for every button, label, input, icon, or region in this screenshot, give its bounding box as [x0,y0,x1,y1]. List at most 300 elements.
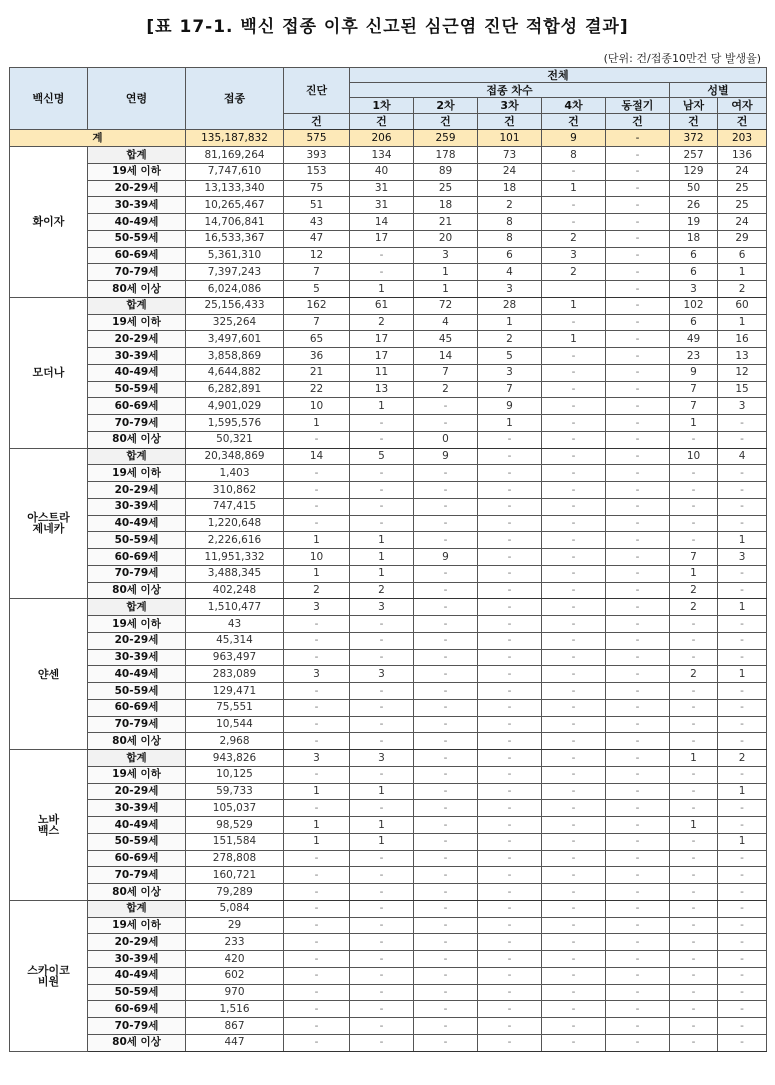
cell-diagnosis: 65 [284,331,350,348]
cell-diagnosis: 51 [284,197,350,214]
cell-female: 136 [718,147,767,164]
cell-male: - [670,833,718,850]
cell-dose4: 1 [542,331,606,348]
header-unit-cell: 건 [478,114,542,130]
cell-diagnosis: 10 [284,549,350,566]
cell-winter: - [606,833,670,850]
cell-diagnosis: - [284,683,350,700]
cell-dose1: - [350,616,414,633]
cell-male: - [670,1001,718,1018]
cell-female: - [718,917,767,934]
table-row [10,1001,767,1018]
cell-dose3: - [478,532,542,549]
cell-winter: - [606,900,670,917]
cell-age: 30-39세 [88,951,186,968]
table-header [10,68,767,130]
cell-male: - [670,917,718,934]
cell-dose2: - [414,967,478,984]
cell-diagnosis: 5 [284,281,350,298]
cell-dose3: - [478,666,542,683]
cell-vaccinations: 14,706,841 [186,214,284,231]
cell-winter: - [606,1034,670,1051]
cell-dose4 [542,281,606,298]
vaccine-name-cell: 모더나 [10,297,88,448]
cell-dose3: 2 [478,197,542,214]
cell-female: 16 [718,331,767,348]
cell-female: 6 [718,247,767,264]
cell-age: 40-49세 [88,817,186,834]
cell-dose4: - [542,984,606,1001]
cell-dose3: 28 [478,297,542,314]
cell-female: 13 [718,348,767,365]
header-unit-cell: 건 [542,114,606,130]
cell-age: 80세 이상 [88,582,186,599]
cell-age: 20-29세 [88,482,186,499]
cell-dose2: 3 [414,247,478,264]
cell-male: - [670,482,718,499]
cell-female: - [718,1001,767,1018]
table-row [10,582,767,599]
cell-dose3: - [478,867,542,884]
cell-male: 1 [670,415,718,432]
table-row [10,264,767,281]
cell-dose3: - [478,431,542,448]
cell-dose1: 1 [350,549,414,566]
cell-diagnosis: 1 [284,817,350,834]
cell-dose4: - [542,532,606,549]
cell-diagnosis: - [284,917,350,934]
cell-diagnosis: - [284,1001,350,1018]
cell-dose2: 7 [414,364,478,381]
myocarditis-table [9,67,767,1052]
cell-dose3: - [478,632,542,649]
cell-age: 50-59세 [88,833,186,850]
cell-winter: - [606,783,670,800]
cell-dose4: - [542,415,606,432]
cell-vaccinations: 79,289 [186,884,284,901]
cell-winter: - [606,984,670,1001]
cell-age: 40-49세 [88,666,186,683]
cell-winter: - [606,951,670,968]
table-row [10,666,767,683]
cell-winter: - [606,750,670,767]
cell-dose2: 1 [414,264,478,281]
table-row [10,565,767,582]
cell-winter: - [606,632,670,649]
cell-male: 2 [670,666,718,683]
table-row [10,884,767,901]
cell-dose2: - [414,951,478,968]
cell-diagnosis: 10 [284,398,350,415]
cell-vaccinations: 5,361,310 [186,247,284,264]
cell-vaccinations: 233 [186,934,284,951]
cell-dose1: - [350,917,414,934]
grand-total-diagnosis: 575 [284,130,350,147]
cell-winter: - [606,197,670,214]
cell-dose3: 7 [478,381,542,398]
cell-dose3: - [478,817,542,834]
cell-vaccinations: 81,169,264 [186,147,284,164]
cell-female: - [718,482,767,499]
table-row [10,632,767,649]
cell-dose3: - [478,800,542,817]
cell-dose4: - [542,1018,606,1035]
cell-female: - [718,850,767,867]
cell-age: 합계 [88,599,186,616]
cell-dose2: - [414,616,478,633]
table-row [10,766,767,783]
cell-male: 7 [670,398,718,415]
table-row [10,616,767,633]
cell-female: - [718,616,767,633]
cell-dose1: - [350,800,414,817]
table-row [10,683,767,700]
cell-dose1: - [350,934,414,951]
cell-dose3: - [478,616,542,633]
cell-male: 9 [670,364,718,381]
cell-diagnosis: - [284,951,350,968]
cell-male: 49 [670,331,718,348]
cell-dose3: - [478,683,542,700]
cell-winter: - [606,415,670,432]
cell-male: 3 [670,281,718,298]
cell-age: 80세 이상 [88,1034,186,1051]
cell-winter: - [606,800,670,817]
cell-dose2: - [414,733,478,750]
cell-dose4: - [542,766,606,783]
cell-dose2: 14 [414,348,478,365]
cell-winter: - [606,967,670,984]
cell-dose2: - [414,632,478,649]
cell-female: 1 [718,833,767,850]
cell-vaccinations: 50,321 [186,431,284,448]
cell-diagnosis: - [284,900,350,917]
cell-male: - [670,733,718,750]
table-row [10,833,767,850]
cell-dose4: - [542,314,606,331]
cell-dose1: - [350,482,414,499]
cell-male: 6 [670,264,718,281]
cell-winter: - [606,180,670,197]
cell-diagnosis: 2 [284,582,350,599]
grand-total-dose3: 101 [478,130,542,147]
cell-vaccinations: 3,858,869 [186,348,284,365]
cell-age: 70-79세 [88,415,186,432]
cell-dose3: - [478,515,542,532]
cell-winter: - [606,482,670,499]
cell-male: 6 [670,247,718,264]
cell-female: 2 [718,281,767,298]
cell-dose3: 6 [478,247,542,264]
cell-age: 60-69세 [88,247,186,264]
cell-diagnosis: 162 [284,297,350,314]
table-row [10,314,767,331]
cell-male: - [670,465,718,482]
cell-dose2: 45 [414,331,478,348]
cell-vaccinations: 6,282,891 [186,381,284,398]
cell-dose1: - [350,431,414,448]
cell-dose4: - [542,565,606,582]
cell-male: 50 [670,180,718,197]
cell-winter: - [606,817,670,834]
cell-dose4: - [542,967,606,984]
cell-female: - [718,415,767,432]
cell-dose1: - [350,1018,414,1035]
vaccine-name-cell: 얀센 [10,599,88,750]
cell-dose1: - [350,515,414,532]
cell-dose4: 1 [542,180,606,197]
cell-dose4: - [542,163,606,180]
cell-dose4: - [542,599,606,616]
cell-diagnosis: - [284,616,350,633]
cell-diagnosis: 36 [284,348,350,365]
grand-total-dose1: 206 [350,130,414,147]
cell-vaccinations: 5,084 [186,900,284,917]
cell-dose1: 11 [350,364,414,381]
cell-dose4: - [542,934,606,951]
cell-vaccinations: 1,516 [186,1001,284,1018]
cell-age: 30-39세 [88,800,186,817]
cell-winter: - [606,163,670,180]
cell-dose1: 1 [350,398,414,415]
cell-vaccinations: 25,156,433 [186,297,284,314]
cell-vaccinations: 2,226,616 [186,532,284,549]
cell-age: 70-79세 [88,716,186,733]
cell-winter: - [606,733,670,750]
cell-male: 19 [670,214,718,231]
cell-female: 1 [718,264,767,281]
cell-dose3: - [478,766,542,783]
cell-dose3: - [478,1018,542,1035]
cell-male: 18 [670,230,718,247]
cell-female: - [718,951,767,968]
cell-age: 70-79세 [88,264,186,281]
grand-total-label: 계 [10,130,186,147]
cell-vaccinations: 29 [186,917,284,934]
cell-female: 4 [718,448,767,465]
cell-female: - [718,867,767,884]
cell-dose1: 1 [350,532,414,549]
cell-vaccinations: 59,733 [186,783,284,800]
cell-dose2: - [414,800,478,817]
cell-female: - [718,1034,767,1051]
cell-dose2: - [414,532,478,549]
cell-vaccinations: 283,089 [186,666,284,683]
cell-vaccinations: 325,264 [186,314,284,331]
cell-dose4: - [542,716,606,733]
cell-age: 40-49세 [88,364,186,381]
cell-diagnosis: 7 [284,264,350,281]
cell-age: 19세 이하 [88,766,186,783]
cell-female: 15 [718,381,767,398]
cell-winter: - [606,917,670,934]
cell-dose2: 18 [414,197,478,214]
cell-male: - [670,616,718,633]
header-age: 연령 [88,68,186,130]
cell-age: 19세 이하 [88,616,186,633]
cell-vaccinations: 3,488,345 [186,565,284,582]
cell-dose2: - [414,482,478,499]
header-total: 전체 [350,68,767,83]
cell-diagnosis: - [284,699,350,716]
cell-female: 24 [718,163,767,180]
cell-age: 40-49세 [88,967,186,984]
cell-dose1: - [350,649,414,666]
cell-dose2: - [414,984,478,1001]
cell-dose2: - [414,766,478,783]
cell-age: 80세 이상 [88,884,186,901]
table-row [10,398,767,415]
table-row [10,348,767,365]
header-dose3: 3차 [478,98,542,114]
cell-female: - [718,766,767,783]
cell-vaccinations: 278,808 [186,850,284,867]
cell-winter: - [606,331,670,348]
cell-dose2: 9 [414,549,478,566]
cell-winter: - [606,1001,670,1018]
cell-vaccinations: 3,497,601 [186,331,284,348]
cell-dose3: - [478,1034,542,1051]
cell-dose3: 4 [478,264,542,281]
cell-dose2: 89 [414,163,478,180]
cell-dose2: - [414,833,478,850]
cell-vaccinations: 867 [186,1018,284,1035]
cell-dose4: - [542,616,606,633]
cell-male: 1 [670,750,718,767]
cell-age: 80세 이상 [88,733,186,750]
cell-dose1: 13 [350,381,414,398]
header-sex: 성별 [670,83,767,98]
cell-female: 25 [718,180,767,197]
cell-dose1: 1 [350,833,414,850]
cell-diagnosis: - [284,498,350,515]
cell-dose2: - [414,867,478,884]
cell-female: - [718,632,767,649]
cell-dose3: 8 [478,214,542,231]
cell-dose4: - [542,214,606,231]
cell-diagnosis: 1 [284,532,350,549]
cell-male: - [670,900,718,917]
cell-age: 합계 [88,297,186,314]
cell-age: 80세 이상 [88,431,186,448]
cell-female: 3 [718,398,767,415]
cell-dose4: - [542,515,606,532]
cell-dose1: - [350,867,414,884]
table-row [10,549,767,566]
cell-diagnosis: 3 [284,666,350,683]
cell-age: 19세 이하 [88,314,186,331]
cell-diagnosis: - [284,482,350,499]
cell-dose2: - [414,1018,478,1035]
cell-female: - [718,900,767,917]
cell-female: - [718,498,767,515]
cell-dose1: 17 [350,348,414,365]
cell-male: 257 [670,147,718,164]
cell-dose2: - [414,850,478,867]
cell-diagnosis: - [284,850,350,867]
cell-dose4: - [542,884,606,901]
cell-age: 합계 [88,448,186,465]
cell-dose2: - [414,934,478,951]
table-row [10,984,767,1001]
cell-dose4: - [542,448,606,465]
vaccine-name-cell: 노바 백스 [10,750,88,901]
cell-winter: - [606,281,670,298]
cell-vaccinations: 402,248 [186,582,284,599]
header-dose1: 1차 [350,98,414,114]
cell-dose3: - [478,833,542,850]
cell-dose4: 2 [542,230,606,247]
cell-dose3: 3 [478,364,542,381]
table-row [10,917,767,934]
cell-dose2: - [414,465,478,482]
cell-male: - [670,1018,718,1035]
cell-winter: - [606,699,670,716]
cell-diagnosis: 393 [284,147,350,164]
cell-female: - [718,984,767,1001]
cell-male: 23 [670,348,718,365]
cell-vaccinations: 160,721 [186,867,284,884]
table-row [10,247,767,264]
cell-female: 60 [718,297,767,314]
cell-age: 40-49세 [88,214,186,231]
cell-age: 20-29세 [88,934,186,951]
group-sum-row [10,599,767,616]
cell-male: - [670,699,718,716]
cell-vaccinations: 105,037 [186,800,284,817]
cell-male: 102 [670,297,718,314]
cell-dose3: - [478,884,542,901]
table-row [10,515,767,532]
cell-dose2: - [414,750,478,767]
cell-dose3: - [478,750,542,767]
cell-dose1: 1 [350,783,414,800]
cell-diagnosis: - [284,431,350,448]
cell-diagnosis: - [284,465,350,482]
cell-dose3: - [478,465,542,482]
cell-male: 129 [670,163,718,180]
cell-female: 1 [718,783,767,800]
cell-female: - [718,515,767,532]
cell-age: 20-29세 [88,783,186,800]
table-row [10,482,767,499]
cell-age: 19세 이하 [88,163,186,180]
grand-total-dose4: 9 [542,130,606,147]
cell-dose4: - [542,917,606,934]
cell-dose4: - [542,683,606,700]
cell-winter: - [606,515,670,532]
cell-winter: - [606,565,670,582]
cell-vaccinations: 20,348,869 [186,448,284,465]
cell-dose4: - [542,750,606,767]
cell-dose3: - [478,900,542,917]
cell-dose4: - [542,833,606,850]
cell-age: 30-39세 [88,649,186,666]
cell-dose3: - [478,599,542,616]
cell-dose1: 17 [350,230,414,247]
table-row [10,951,767,968]
cell-dose3: - [478,498,542,515]
cell-male: - [670,683,718,700]
cell-female: 24 [718,214,767,231]
cell-dose1: - [350,1034,414,1051]
cell-female: - [718,683,767,700]
cell-vaccinations: 963,497 [186,649,284,666]
cell-vaccinations: 75,551 [186,699,284,716]
cell-diagnosis: 75 [284,180,350,197]
header-diagnosis: 진단 [284,68,350,114]
cell-diagnosis: - [284,867,350,884]
